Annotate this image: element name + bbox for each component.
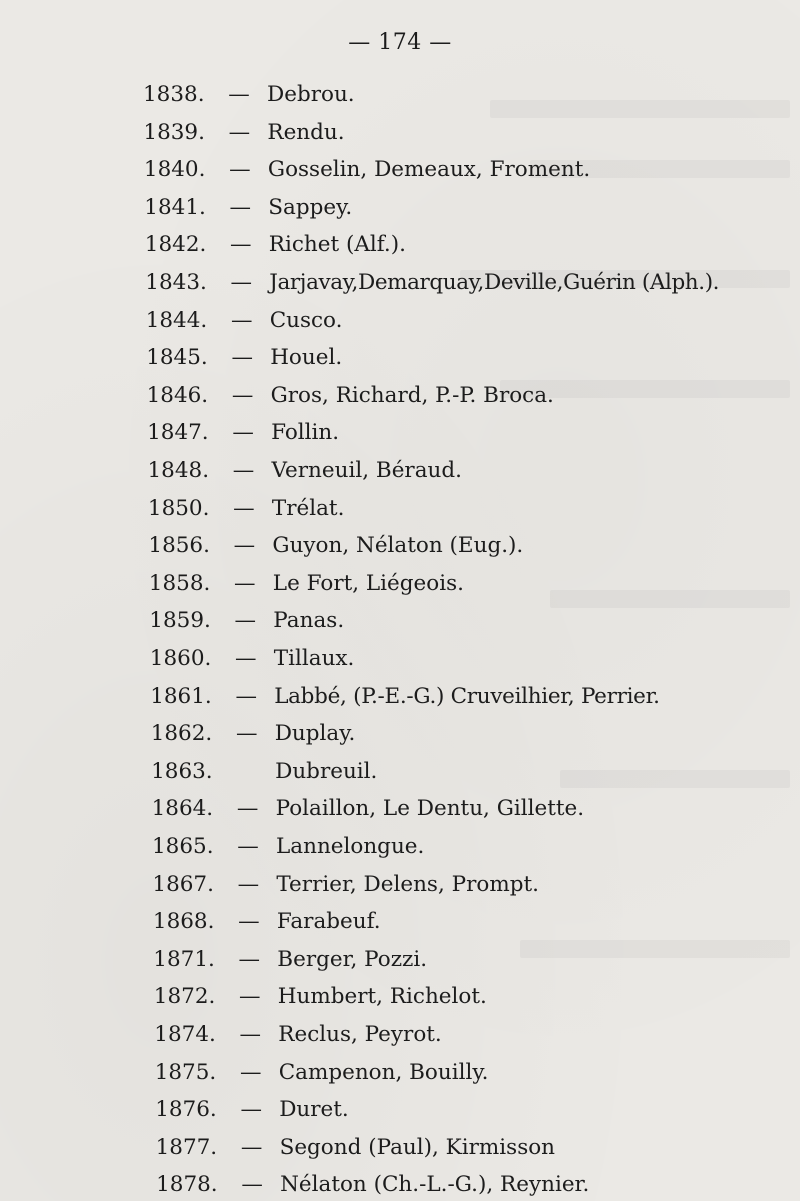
- entry-dash: —: [237, 834, 259, 859]
- list-item: [143, 117, 344, 149]
- list-item: [152, 869, 539, 901]
- entry-names: Duplay.: [274, 721, 356, 747]
- list-item: [148, 530, 523, 562]
- entry-names: Panas.: [273, 608, 345, 634]
- entry-dash: —: [235, 683, 257, 709]
- entry-dash: —: [235, 721, 258, 747]
- entry-names: Labbé, (P.-E.-G.) Cruveilhier, Perrier.: [274, 683, 660, 709]
- entry-names: Polaillon, Le Dentu, Gillette.: [275, 796, 585, 822]
- entry-year: 1868.: [152, 909, 215, 935]
- list-item: [149, 605, 344, 637]
- entry-year: 1860.: [149, 646, 212, 671]
- entry-year: 1844.: [145, 307, 208, 333]
- list-item: [147, 380, 554, 412]
- entry-year: 1846.: [146, 382, 209, 408]
- entry-dash: —: [232, 420, 254, 446]
- entry-names: Lannelongue.: [276, 834, 425, 859]
- list-item: [147, 417, 339, 449]
- entry-names: Campenon, Bouilly.: [278, 1059, 489, 1085]
- list-item: [155, 1057, 489, 1089]
- entry-names: Guyon, Nélaton (Eug.).: [272, 533, 524, 559]
- list-item: [152, 831, 424, 863]
- entry-names: Berger, Pozzi.: [277, 946, 428, 972]
- entry-dash: —: [234, 570, 256, 596]
- list-item: [154, 1019, 441, 1051]
- entry-year: 1843.: [145, 270, 207, 295]
- entry-names: Humbert, Richelot.: [277, 984, 487, 1010]
- entry-dash: —: [237, 871, 260, 897]
- entry-year: 1840.: [143, 157, 206, 183]
- entry-year: 1862.: [150, 721, 213, 747]
- entry-year: 1878.: [156, 1172, 218, 1198]
- entry-names: Segond (Paul), Kirmisson: [279, 1134, 556, 1160]
- list-item: [155, 1094, 349, 1126]
- list-item: [153, 906, 381, 938]
- entry-names: Terrier, Delens, Prompt.: [276, 871, 539, 897]
- list-item: [151, 756, 377, 788]
- list-item: [143, 79, 355, 111]
- entry-year: 1876.: [155, 1097, 217, 1123]
- list-item: [144, 192, 352, 224]
- entry-year: 1841.: [144, 194, 206, 220]
- entry-year: 1874.: [154, 1022, 216, 1047]
- entry-names: Debrou.: [267, 82, 355, 107]
- entry-year: 1865.: [152, 834, 214, 859]
- list-item: [151, 718, 356, 750]
- entry-names: Gosselin, Demeaux, Froment.: [267, 157, 591, 183]
- entry-dash: —: [228, 119, 251, 145]
- entry-year: 1863.: [151, 758, 213, 784]
- list-item: [156, 1132, 555, 1164]
- entry-year: 1875.: [154, 1059, 217, 1085]
- entry-dash: —: [239, 1022, 262, 1047]
- entry-names: Farabeuf.: [276, 909, 381, 935]
- entry-year: 1839.: [143, 119, 205, 145]
- list-item: [148, 455, 462, 487]
- entry-names: Dubreuil.: [275, 758, 378, 784]
- entry-dash: —: [234, 608, 257, 634]
- list-item: [146, 342, 342, 374]
- entry-dash: —: [233, 533, 256, 559]
- entry-names: Rendu.: [267, 119, 345, 145]
- entry-dash: —: [238, 909, 260, 935]
- entry-dash: —: [228, 82, 250, 107]
- entry-year: 1842.: [144, 232, 207, 258]
- entry-year: 1858.: [148, 570, 211, 596]
- entry-dash: —: [240, 1134, 263, 1160]
- entry-dash: —: [231, 345, 253, 371]
- entry-dash: —: [236, 796, 259, 822]
- entry-year: 1850.: [147, 495, 210, 521]
- entry-dash: —: [229, 157, 251, 183]
- entry-dash: —: [231, 382, 254, 408]
- entry-names: Trélat.: [271, 495, 345, 521]
- list-item: [148, 493, 345, 525]
- entry-dash: —: [230, 307, 253, 333]
- entry-dash: —: [238, 946, 261, 972]
- entry-year: 1838.: [143, 82, 205, 107]
- entry-dash: —: [235, 646, 257, 671]
- list-item: [154, 981, 487, 1013]
- list-item: [153, 944, 427, 976]
- entry-dash: —: [240, 1097, 262, 1123]
- entry-names: Tillaux.: [273, 646, 355, 671]
- entry-dash: —: [230, 232, 252, 258]
- entry-names: Cusco.: [269, 307, 343, 333]
- entry-year: 1864.: [151, 796, 214, 822]
- entry-names: Nélaton (Ch.-L.-G.), Reynier.: [280, 1172, 590, 1198]
- entry-year: 1856.: [148, 533, 210, 559]
- page-number: — 174 —: [348, 30, 452, 55]
- list-item: [145, 267, 719, 299]
- list-item: [152, 793, 585, 825]
- entry-names: Le Fort, Liégeois.: [272, 570, 464, 596]
- entry-names: Verneuil, Béraud.: [271, 458, 462, 483]
- entry-names: Jarjavay,Demarquay,Deville,Guérin (Alph.).: [269, 270, 720, 295]
- entry-names: Gros, Richard, P.-P. Broca.: [270, 382, 554, 408]
- entry-names: Sappey.: [268, 194, 353, 220]
- entry-year: 1872.: [153, 984, 216, 1010]
- entry-year: 1867.: [152, 871, 214, 897]
- list-item: [145, 229, 406, 261]
- entry-year: 1848.: [147, 458, 210, 483]
- entry-names: Reclus, Peyrot.: [278, 1022, 442, 1047]
- entry-names: Houel.: [270, 345, 343, 371]
- list-item: [144, 154, 590, 186]
- entry-dash: —: [229, 194, 252, 220]
- list-item: [149, 568, 464, 600]
- entry-names: Richet (Alf.).: [268, 232, 406, 258]
- entry-dash: —: [232, 458, 255, 483]
- entry-names: Duret.: [279, 1097, 349, 1123]
- entry-year: 1859.: [149, 608, 211, 634]
- entry-year: 1877.: [155, 1134, 218, 1160]
- entry-dash: —: [241, 1172, 263, 1198]
- list-item: [146, 305, 343, 337]
- entry-year: 1845.: [146, 345, 208, 371]
- entry-year: 1871.: [153, 946, 215, 972]
- entry-names: Follin.: [271, 420, 340, 446]
- list-item: [150, 643, 355, 675]
- entry-year: 1861.: [150, 683, 212, 709]
- entry-year: 1847.: [147, 420, 209, 446]
- entry-dash: —: [239, 1059, 262, 1085]
- entry-dash: —: [233, 495, 255, 521]
- entry-dash: —: [230, 270, 253, 295]
- list-item: [156, 1169, 589, 1201]
- entry-dash: —: [239, 984, 261, 1010]
- list-item: [150, 681, 660, 713]
